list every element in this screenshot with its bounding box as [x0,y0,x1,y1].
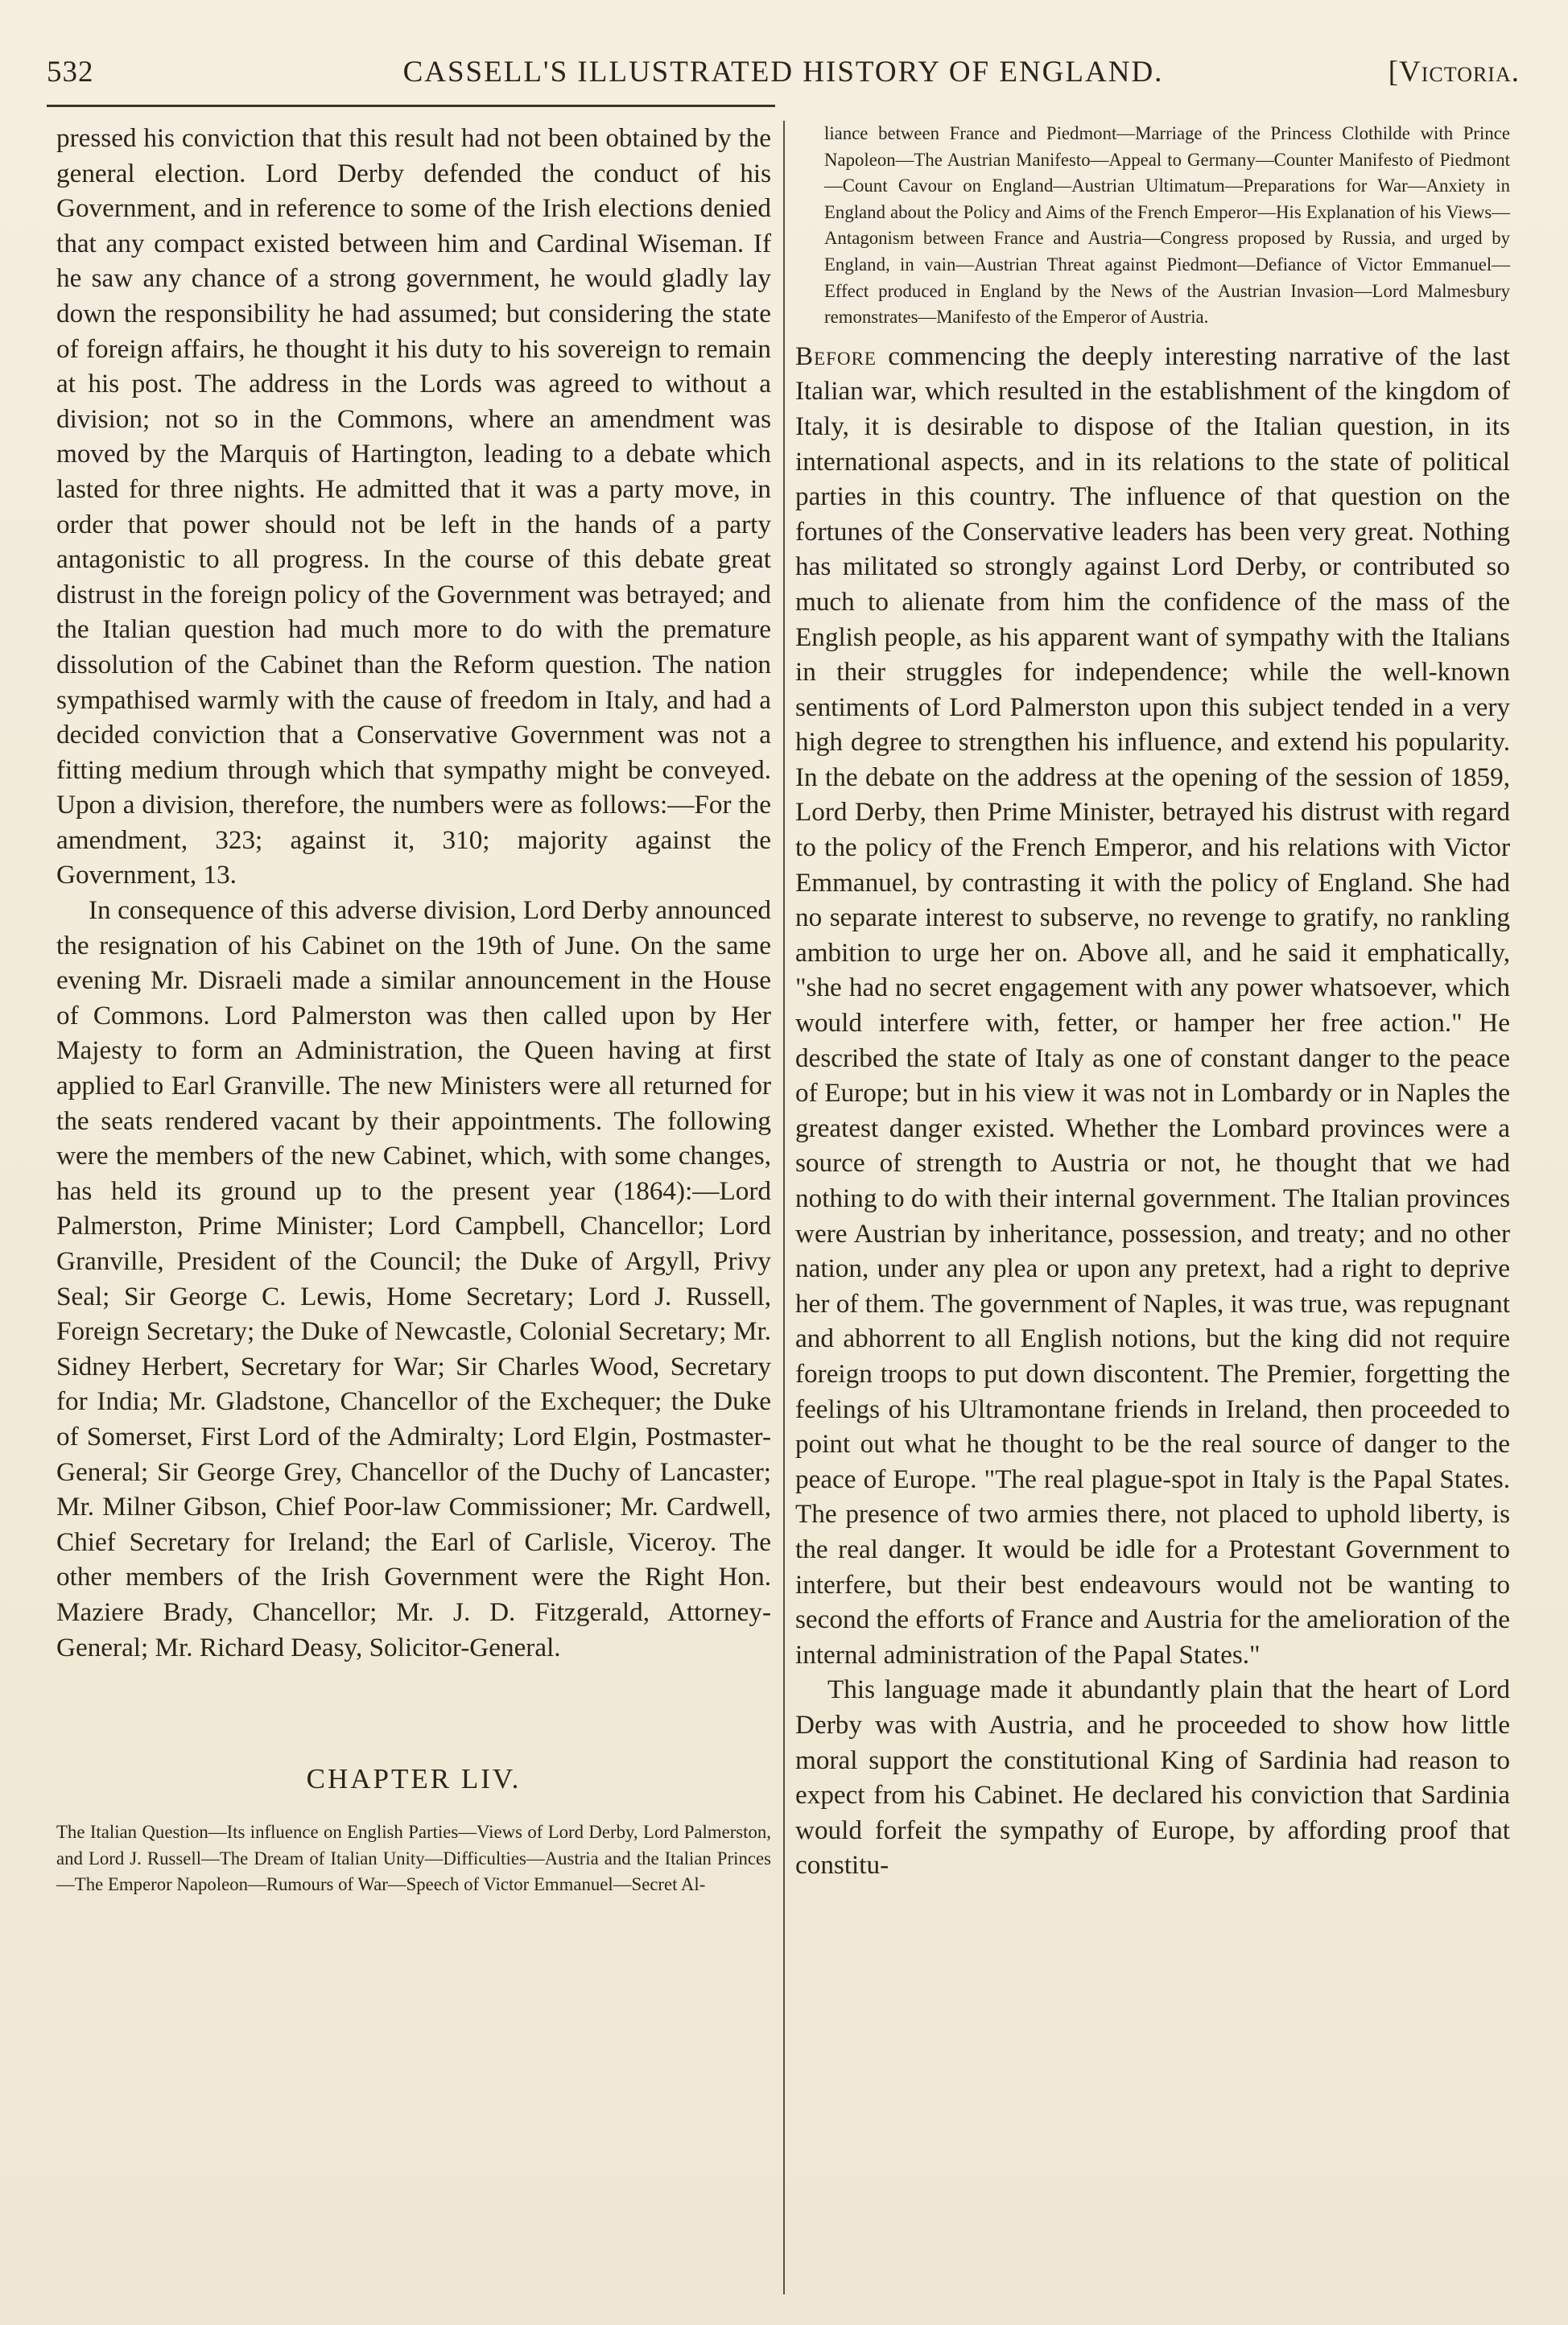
opening-word: Before [795,341,877,371]
right-paragraph-1 [795,339,1510,1673]
page-number: 532 [47,56,94,89]
chapter-summary: The Italian Question—Its influence on English Parties—Views of Lord Derby, Lord Palmerston, and Lord J. Russell—The Dream of Italian Unity—Difficulties—Austria and the Italian Princes—The Emperor Napoleon—Rumours of War—Speech of Victor Emmanuel—Secret Al- [56,1822,771,1895]
left-column [56,121,771,1898]
page-header [47,50,1520,98]
right-paragraph-1-text: commencing the deeply interesting narrative of the last Italian war, which resulted in the establishment of the kingdom of Italy, it is desirable to dispose of the Italian question, in its international aspects, and in its relations to the state of political parties in this country. The influence of that question on the fortunes of the Conservative leaders has been very great. Nothing has militated so strongly against Lord Derby, or contributed so much to alienate from him the confidence of the mass of the English people, as his apparent want of sympathy with the Italians in their struggles for independence; while the well-known sentiments of Lord Palmerston upon this subject tended in a very high degree to strengthen his influence, and extend his popularity. In the debate on the address at the opening of the session of 1859, Lord Derby, then Prime Minister, betrayed his distrust with regard to the policy of the French Emperor, and his relations with Victor Emmanuel, by contrasting it with the policy of England. She had no separate interest to subserve, no revenge to gratify, no rankling ambition to urge her on. Above all, and he said it emphatically, "she had no secret engagement with any power whatsoever, which would interfere with, fetter, or hamper her free action." He described the state of Italy as one of constant danger to the peace of Europe; but in his view it was not in Lombardy or in Naples the greatest danger existed. Whether the Lombard provinces were a source of strength to Austria or not, he thought that we had nothing to do with their internal government. The Italian provinces were Austrian by inheritance, possession, and treaty; and no other nation, under any plea or upon any pretext, had a right to deprive her of them. The government of Naples, it was true, was repugnant and abhorrent to all English notions, but the king did not require foreign troops to put down discontent. The Premier, forgetting the feelings of his Ultramontane friends in Ireland, then proceeded to point out what he thought to be the real source of danger to the peace of Europe. "The real plague-spot in Italy is the Papal States. The presence of two armies there, not placed to uphold liberty, is the real danger. It would be idle for a Protestant Government to interfere, but their best endeavours would not be wanting to second the efforts of France and Austria for the amelioration of the internal administration of the Papal States." [795,341,1510,1670]
right-paragraph-2: This language made it abundantly plain that the heart of Lord Derby was with Austria, and he proceeded to show how little moral support the constitutional King of Sardinia had reason to expect from his Cabinet. He declared his conviction that Sardinia would forfeit the sympathy of Europe, by affording proof that constitu- [795,1675,1510,1881]
reign-label: [Victoria. [1388,56,1520,89]
chapter-title: CHAPTER LIV. [306,1763,522,1795]
chapter-summary-continued: liance between France and Piedmont—Marriage of the Princess Clothilde with Prince Napoleon—The Austrian Manifesto—Appeal to Germany—Counter Manifesto of Piedmont—Count Cavour on England—Austrian Ultimatum—Preparations for War—Anxiety in England about the Policy and Aims of the French Emperor—His Explanation of his Views—Antagonism between France and Austria—Congress proposed by Russia, and urged by England, in vain—Austrian Threat against Piedmont—Defiance of Victor Emmanuel—Effect produced in England by the News of the Austrian Invasion—Lord Malmesbury remonstrates—Manifesto of the Emperor of Austria. [824,123,1510,328]
left-paragraph-2: In consequence of this adverse division, Lord Derby announced the resignation of his Cabinet on the 19th of June. On the same evening Mr. Disraeli made a similar announcement in the House of Commons. Lord Palmerston was then called upon by Her Majesty to form an Administration, the Queen having at first applied to Earl Granville. The new Ministers were all returned for the seats rendered vacant by their appointments. The following were the members of the new Cabinet, which, with some changes, has held its ground up to the present year (1864):—Lord Palmerston, Prime Minister; Lord Campbell, Chancellor; Lord Granville, President of the Council; the Duke of Argyll, Privy Seal; Sir George C. Lewis, Home Secretary; Lord J. Russell, Foreign Secretary; the Duke of Newcastle, Colonial Secretary; Mr. Sidney Herbert, Secretary for War; Sir Charles Wood, Secretary for India; Mr. Gladstone, Chancellor of the Exchequer; the Duke of Somerset, First Lord of the Admiralty; Lord Elgin, Postmaster-General; Sir George Grey, Chancellor of the Duchy of Lancaster; Mr. Milner Gibson, Chief Poor-law Commissioner; Mr. Cardwell, Chief Secretary for Ireland; the Earl of Carlisle, Viceroy. The other members of the Irish Government were the Right Hon. Maziere Brady, Chancellor; Mr. J. D. Fitzgerald, Attorney-General; Mr. Richard Deasy, Solicitor-General. [56,895,771,1662]
header-rule [47,105,775,107]
column-divider [783,121,785,2294]
left-paragraph-1: pressed his conviction that this result had not been obtained by the general election. Lord Derby defended the conduct of his Government, and in reference to some of the Irish elections denied that any compact existed between him and Cardinal Wiseman. If he saw any chance of a strong government, he would gladly lay down the responsibility he had assumed; but considering the state of foreign affairs, he thought it his duty to his sovereign to remain at his post. The address in the Lords was agreed to without a division; not so in the Commons, where an amendment was moved by the Marquis of Hartington, leading to a debate which lasted for three nights. He admitted that it was a party move, in order that power should not be left in the hands of a party antagonistic to all progress. In the course of this debate great distrust in the foreign policy of the Government was betrayed; and the Italian question had much more to do with the premature dissolution of the Cabinet than the Reform question. The nation sympathised warmly with the cause of freedom in Italy, and had a decided conviction that a Conservative Government was not a fitting medium through which that sympathy might be conveyed. Upon a division, therefore, the numbers were as follows:—For the amendment, 323; against it, 310; majority against the Government, 13. [56,123,771,890]
running-title: CASSELL'S ILLUSTRATED HISTORY OF ENGLAND. [402,56,1164,89]
right-column [795,121,1510,1883]
